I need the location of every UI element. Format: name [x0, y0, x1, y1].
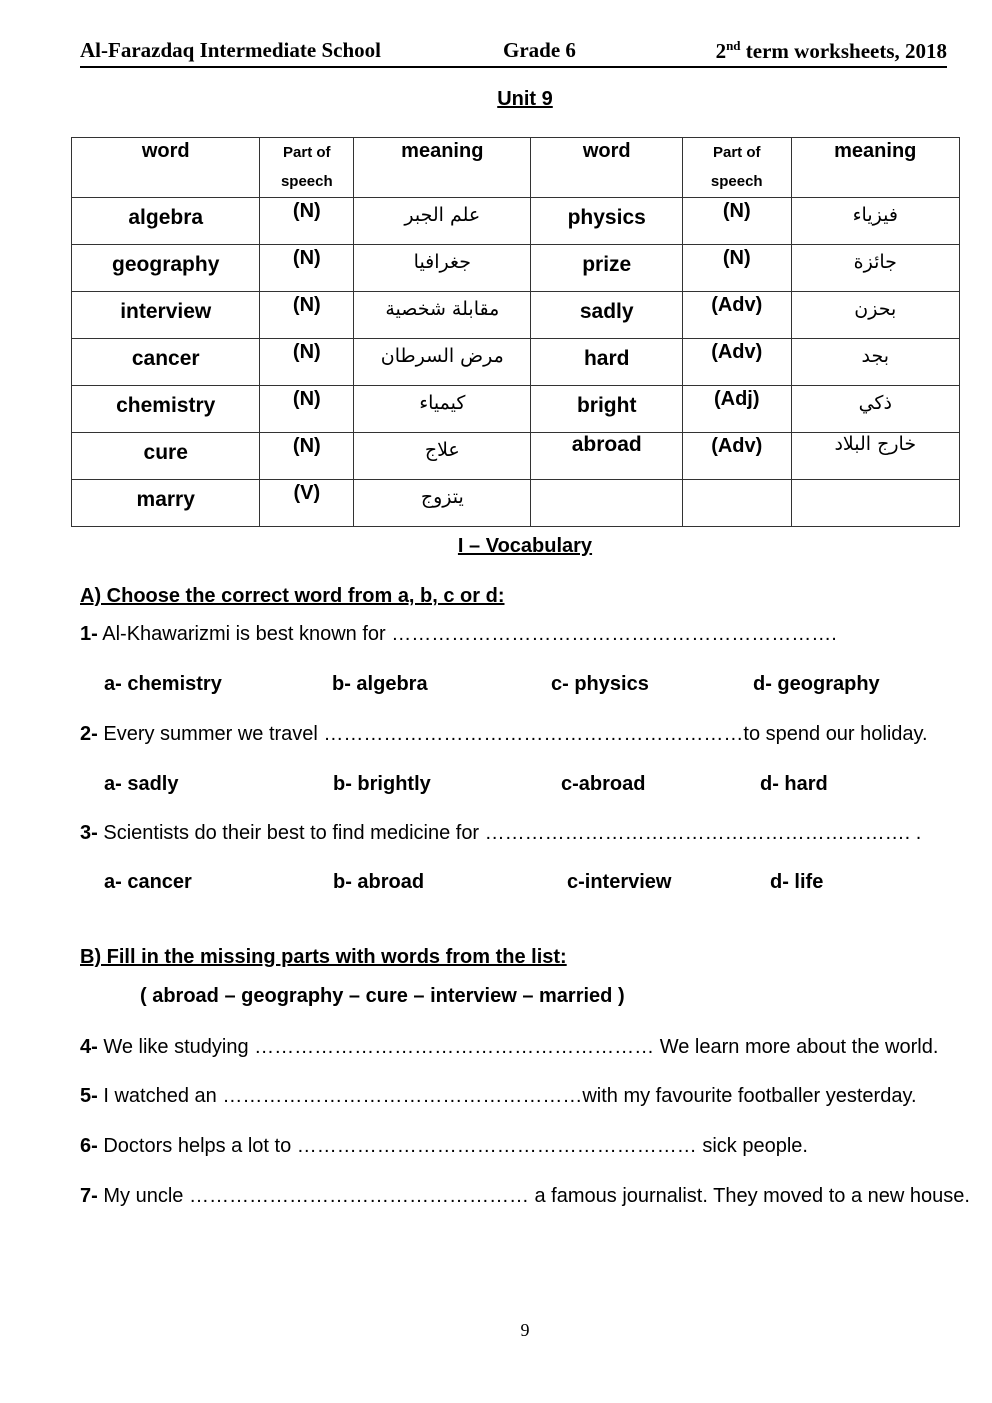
meaning-cell: جغرافيا — [354, 245, 531, 292]
table-row — [72, 245, 960, 292]
meaning-cell: ذكي — [791, 386, 959, 433]
pos-header-line1: Part of — [283, 144, 331, 161]
question-4 — [80, 1036, 938, 1059]
meaning-cell: مرض السرطان — [354, 339, 531, 386]
word-cell: chemistry — [72, 386, 260, 433]
option-c: c- physics — [551, 673, 649, 695]
pos-cell: (N) — [260, 198, 354, 245]
meaning-cell — [791, 480, 959, 527]
part-a-heading: A) Choose the correct word from a, b, c or d: — [80, 585, 505, 607]
word-cell — [531, 480, 682, 527]
word-cell: physics — [531, 198, 682, 245]
option-b: b- abroad — [333, 871, 425, 893]
meaning-cell: جائزة — [791, 245, 959, 292]
option-c: c-abroad — [561, 773, 646, 795]
word-cell: cure — [72, 433, 260, 480]
option-b: b- algebra — [332, 673, 428, 695]
table-header-row — [72, 138, 960, 198]
page-header — [80, 38, 947, 68]
pos-header-line1: Part of — [712, 144, 761, 161]
grade-label: Grade 6 — [503, 38, 576, 62]
pos-cell: (Adj) — [682, 386, 791, 433]
question-text: I watched an ………………………………………………with my favourite footballer yesterday. — [97, 1085, 917, 1107]
meaning-cell: بحزن — [791, 292, 959, 339]
question-text: We like studying …………………………………………………… We learn more about the world. — [97, 1036, 939, 1058]
col-part-of-speech — [260, 138, 354, 198]
col-meaning: meaning — [791, 138, 959, 198]
meaning-cell: مقابلة شخصية — [354, 292, 531, 339]
word-cell: cancer — [72, 339, 260, 386]
pos-header-line2: speech — [710, 173, 763, 190]
question-1-options — [0, 673, 992, 699]
word-cell: abroad — [531, 433, 682, 480]
vocabulary-table — [71, 137, 960, 527]
question-6 — [80, 1135, 808, 1158]
table-row — [72, 339, 960, 386]
word-cell: bright — [531, 386, 682, 433]
pos-cell: (Adv) — [682, 292, 791, 339]
table-row — [72, 198, 960, 245]
question-number: 7- — [80, 1185, 98, 1207]
meaning-cell: فيزياء — [791, 198, 959, 245]
word-cell: marry — [72, 480, 260, 527]
pos-cell: (N) — [260, 339, 354, 386]
col-word: word — [531, 138, 682, 198]
question-3-options — [0, 871, 992, 897]
question-text: Doctors helps a lot to …………………………………………………… sick people. — [97, 1135, 808, 1157]
question-number: 1- — [80, 623, 98, 645]
question-number: 4- — [80, 1036, 98, 1058]
option-a: a- cancer — [104, 871, 192, 893]
question-number: 2- — [80, 723, 98, 745]
term-rest: term worksheets, 2018 — [740, 39, 947, 63]
question-2-options — [0, 773, 992, 799]
table-row — [72, 292, 960, 339]
pos-cell: (N) — [682, 198, 791, 245]
term-label — [716, 38, 947, 64]
meaning-cell: يتزوج — [354, 480, 531, 527]
question-5 — [80, 1085, 917, 1108]
pos-cell: (N) — [260, 433, 354, 480]
option-d: d- hard — [760, 773, 828, 795]
word-cell: sadly — [531, 292, 682, 339]
school-name: Al-Farazdaq Intermediate School — [80, 38, 381, 62]
word-cell: geography — [72, 245, 260, 292]
question-3 — [80, 822, 921, 845]
option-d: d- life — [770, 871, 824, 893]
question-2 — [80, 723, 928, 746]
col-part-of-speech — [682, 138, 791, 198]
word-cell: prize — [531, 245, 682, 292]
question-text: Every summer we travel ………………………………………………………to spend our holiday. — [97, 723, 928, 745]
section-title: I – Vocabulary — [457, 535, 593, 557]
table-row — [72, 386, 960, 433]
meaning-cell: بجد — [791, 339, 959, 386]
question-text: My uncle …………………………………………… a famous journalist. They moved to a new house. — [97, 1185, 970, 1207]
pos-cell: (Adv) — [682, 433, 791, 480]
question-7 — [80, 1185, 970, 1208]
question-number: 5- — [80, 1085, 98, 1107]
word-cell: hard — [531, 339, 682, 386]
option-b: b- brightly — [333, 773, 431, 795]
word-list: ( abroad – geography – cure – interview – married ) — [140, 985, 625, 1007]
pos-cell — [682, 480, 791, 527]
option-a: a- sadly — [104, 773, 179, 795]
page-number: 9 — [520, 1320, 530, 1340]
meaning-cell: خارج البلاد — [791, 433, 959, 480]
col-meaning: meaning — [354, 138, 531, 198]
pos-cell: (V) — [260, 480, 354, 527]
pos-cell: (N) — [260, 292, 354, 339]
term-suffix: nd — [726, 38, 741, 53]
table-row — [72, 433, 960, 480]
question-text: Al-Khawarizmi is best known for …………………………………………………………. — [97, 623, 837, 645]
unit-title: Unit 9 — [497, 88, 553, 110]
meaning-cell: علاج — [354, 433, 531, 480]
term-ordinal: 2 — [715, 39, 727, 63]
pos-header-line2: speech — [280, 173, 333, 190]
option-c: c-interview — [567, 871, 672, 893]
table-row — [72, 480, 960, 527]
word-cell: interview — [72, 292, 260, 339]
pos-cell: (N) — [260, 245, 354, 292]
question-number: 3- — [80, 822, 98, 844]
pos-cell: (N) — [260, 386, 354, 433]
meaning-cell: كيمياء — [354, 386, 531, 433]
question-number: 6- — [80, 1135, 98, 1157]
option-a: a- chemistry — [104, 673, 222, 695]
question-text: Scientists do their best to find medicine for ………………………………………………………. . — [97, 822, 922, 844]
col-word: word — [72, 138, 260, 198]
meaning-cell: علم الجبر — [354, 198, 531, 245]
pos-cell: (N) — [682, 245, 791, 292]
question-1 — [80, 623, 837, 646]
word-cell: algebra — [72, 198, 260, 245]
option-d: d- geography — [753, 673, 880, 695]
pos-cell: (Adv) — [682, 339, 791, 386]
part-b-heading: B) Fill in the missing parts with words from the list: — [80, 946, 567, 968]
